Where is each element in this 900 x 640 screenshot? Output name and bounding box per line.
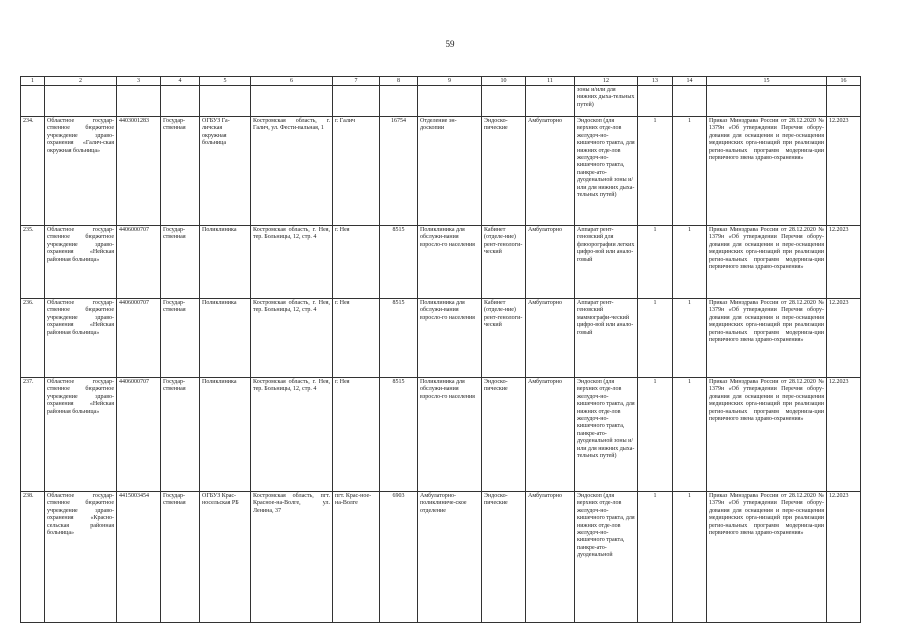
date-cell: 12.2023: [827, 492, 861, 623]
row-number: 234.: [21, 117, 45, 226]
care-type-cell: Амбулаторно: [526, 117, 575, 226]
date-cell: 12.2023: [827, 226, 861, 299]
inn-cell: 4406000707: [117, 299, 161, 378]
ownership-cell: Государ-ственная: [161, 299, 200, 378]
address-cell: Костромская область, г. Галич, ул. Фести-вальная, 1: [251, 117, 333, 226]
ownership-cell: Государ-ственная: [161, 378, 200, 492]
locality-cell: г. Нея: [333, 378, 380, 492]
page-number: 59: [445, 39, 455, 49]
ownership-cell: Государ-ственная: [161, 117, 200, 226]
equipment-cell: Эндоскоп (для верхних отде-лов желудоч-но-кишечного тракта, для нижних отде-лов желудоч-но-кишечного тракта, панкре-ато-дуоденальной зоны и/или для нижних дыха-тельных путей): [575, 117, 638, 226]
column-number: 5: [200, 77, 251, 86]
basis-cell: Приказ Минздрава России от 28.12.2020 № 1379н «Об утверждении Перечня обору-дования для оснащения и пере-оснащения медицинских орга-низаций при реализации регио-нальных программ модерниза-ции первичного звена здраво-охранения»: [707, 117, 827, 226]
profile-cell: Кабинет (отделе-ние) рент-генологи-ческий: [482, 226, 526, 299]
profile-cell: Эндоско-пические: [482, 492, 526, 623]
organization-cell: Областное государ-ственное бюджетное учреждение здраво-охранения «Нейская районная больница»: [45, 378, 117, 492]
quantity-cell: 1: [638, 299, 673, 378]
basis-cell: Приказ Минздрава России от 28.12.2020 № 1379н «Об утверждении Перечня обору-дования для оснащения и пере-оснащения медицинских орга-низаций при реализации регио-нальных программ модерниза-ции первичного звена здраво-охранения»: [707, 492, 827, 623]
date-cell: 12.2023: [827, 378, 861, 492]
quantity-cell: 1: [638, 378, 673, 492]
department-cell: Отделение эн-доскопии: [418, 117, 482, 226]
locality-cell: г. Нея: [333, 226, 380, 299]
address-cell: Костромская область, г. Нея, тер. Больницы, 12, стр. 4: [251, 378, 333, 492]
profile-cell: Эндоско-пические: [482, 117, 526, 226]
column-number: 14: [673, 77, 707, 86]
unit-cell: Поликлиника: [200, 299, 251, 378]
row-number: 236.: [21, 299, 45, 378]
row-number: 235.: [21, 226, 45, 299]
column-number: 8: [380, 77, 418, 86]
locality-cell: г. Нея: [333, 299, 380, 378]
profile-cell: Кабинет (отделе-ние) рент-генологи-ческий: [482, 299, 526, 378]
population-cell: 8515: [380, 226, 418, 299]
address-cell: Костромская область, пгт. Красное-на-Волге, ул. Ленина, 37: [251, 492, 333, 623]
organization-cell: Областное государ-ственное бюджетное учреждение здраво-охранения «Нейская районная больница»: [45, 226, 117, 299]
table-row: [21, 299, 861, 378]
column-number: 15: [707, 77, 827, 86]
column-number: 11: [526, 77, 575, 86]
row-number: 238.: [21, 492, 45, 623]
population-cell: 8515: [380, 378, 418, 492]
address-cell: Костромская область, г. Нея, тер. Больницы, 12, стр. 4: [251, 226, 333, 299]
quantity-cell: 1: [638, 226, 673, 299]
department-cell: Поликлиника для обслужи-вания взросло-го населения: [418, 299, 482, 378]
unit-cell: Поликлиника: [200, 226, 251, 299]
equipment-cell: Аппарат рент-геновский для флюорографии легких цифро-вой или анало-говый: [575, 226, 638, 299]
column-number: 10: [482, 77, 526, 86]
column-number: 2: [45, 77, 117, 86]
locality-cell: пгт. Крас-ное-на-Волге: [333, 492, 380, 623]
basis-cell: Приказ Минздрава России от 28.12.2020 № 1379н «Об утверждении Перечня обору-дования для оснащения и пере-оснащения медицинских орга-низаций при реализации регио-нальных программ модерниза-ции первичного звена здраво-охранения»: [707, 226, 827, 299]
inn-cell: 4406000707: [117, 226, 161, 299]
unit-cell: ОГБУЗ Крас-носельская РБ: [200, 492, 251, 623]
column-number: 7: [333, 77, 380, 86]
quantity-cell: 1: [673, 378, 707, 492]
column-number: 6: [251, 77, 333, 86]
care-type-cell: Амбулаторно: [526, 226, 575, 299]
organization-cell: Областное государ-ственное бюджетное учреждение здраво-охранения «Нейская районная больница»: [45, 299, 117, 378]
column-number: 9: [418, 77, 482, 86]
date-cell: 12.2023: [827, 117, 861, 226]
basis-cell: Приказ Минздрава России от 28.12.2020 № 1379н «Об утверждении Перечня обору-дования для оснащения и пере-оснащения медицинских орга-низаций при реализации регио-нальных программ модерниза-ции первичного звена здраво-охранения»: [707, 378, 827, 492]
unit-cell: Поликлиника: [200, 378, 251, 492]
table-row: [21, 226, 861, 299]
date-cell: 12.2023: [827, 299, 861, 378]
care-type-cell: Амбулаторно: [526, 378, 575, 492]
care-type-cell: Амбулаторно: [526, 299, 575, 378]
column-number: 3: [117, 77, 161, 86]
quantity-cell: 1: [638, 117, 673, 226]
organization-cell: Областное государ-ственное бюджетное учреждение здраво-охранения «Галич-ская окружная больница»: [45, 117, 117, 226]
inn-cell: 4403001283: [117, 117, 161, 226]
row-number: 237.: [21, 378, 45, 492]
quantity-cell: 1: [673, 226, 707, 299]
table-row: [21, 492, 861, 623]
ownership-cell: Государ-ственная: [161, 226, 200, 299]
basis-cell: Приказ Минздрава России от 28.12.2020 № 1379н «Об утверждении Перечня обору-дования для оснащения и пере-оснащения медицинских орга-низаций при реализации регио-нальных программ модерниза-ции первичного звена здраво-охранения»: [707, 299, 827, 378]
profile-cell: Эндоско-пические: [482, 378, 526, 492]
equipment-registry-table: [20, 76, 861, 623]
inn-cell: 4406000707: [117, 378, 161, 492]
column-number: 12: [575, 77, 638, 86]
quantity-cell: 1: [673, 492, 707, 623]
equipment-cell: Эндоскоп (для верхних отде-лов желудоч-но-кишечного тракта, для нижних отде-лов желудоч-но-кишечного тракта, панкре-ато-дуоденальной: [575, 492, 638, 623]
department-cell: Поликлиника для обслужи-вания взросло-го населения: [418, 378, 482, 492]
column-number: 16: [827, 77, 861, 86]
quantity-cell: 1: [673, 299, 707, 378]
locality-cell: г. Галич: [333, 117, 380, 226]
equipment-cell: Эндоскоп (для верхних отде-лов желудоч-но-кишечного тракта, для нижних отде-лов желудоч-но-кишечного тракта, панкре-ато-дуоденальной зоны и/или для нижних дыха-тельных путей): [575, 378, 638, 492]
population-cell: 8515: [380, 299, 418, 378]
equipment-cell: зоны и/или для нижних дыха-тельных путей): [575, 86, 638, 117]
address-cell: Костромская область, г. Нея, тер. Больницы, 12, стр. 4: [251, 299, 333, 378]
organization-cell: Областное государ-ственное бюджетное учреждение здраво-охранения «Красно-сельская районная больница»: [45, 492, 117, 623]
department-cell: Поликлиника для обслужи-вания взросло-го населения: [418, 226, 482, 299]
quantity-cell: 1: [673, 117, 707, 226]
unit-cell: ОГБУЗ Га-личская окружная больница: [200, 117, 251, 226]
continuation-row: [21, 86, 861, 117]
population-cell: 6903: [380, 492, 418, 623]
table-row: [21, 378, 861, 492]
column-number: 4: [161, 77, 200, 86]
ownership-cell: Государ-ственная: [161, 492, 200, 623]
equipment-cell: Аппарат рент-геновский маммографи-ческий цифро-вой или анало-говый: [575, 299, 638, 378]
column-number-row: [21, 77, 861, 86]
inn-cell: 4415003454: [117, 492, 161, 623]
department-cell: Амбулаторно-поликлиниче-ское отделение: [418, 492, 482, 623]
care-type-cell: Амбулаторно: [526, 492, 575, 623]
quantity-cell: 1: [638, 492, 673, 623]
column-number: 1: [21, 77, 45, 86]
population-cell: 16754: [380, 117, 418, 226]
column-number: 13: [638, 77, 673, 86]
table-row: [21, 117, 861, 226]
